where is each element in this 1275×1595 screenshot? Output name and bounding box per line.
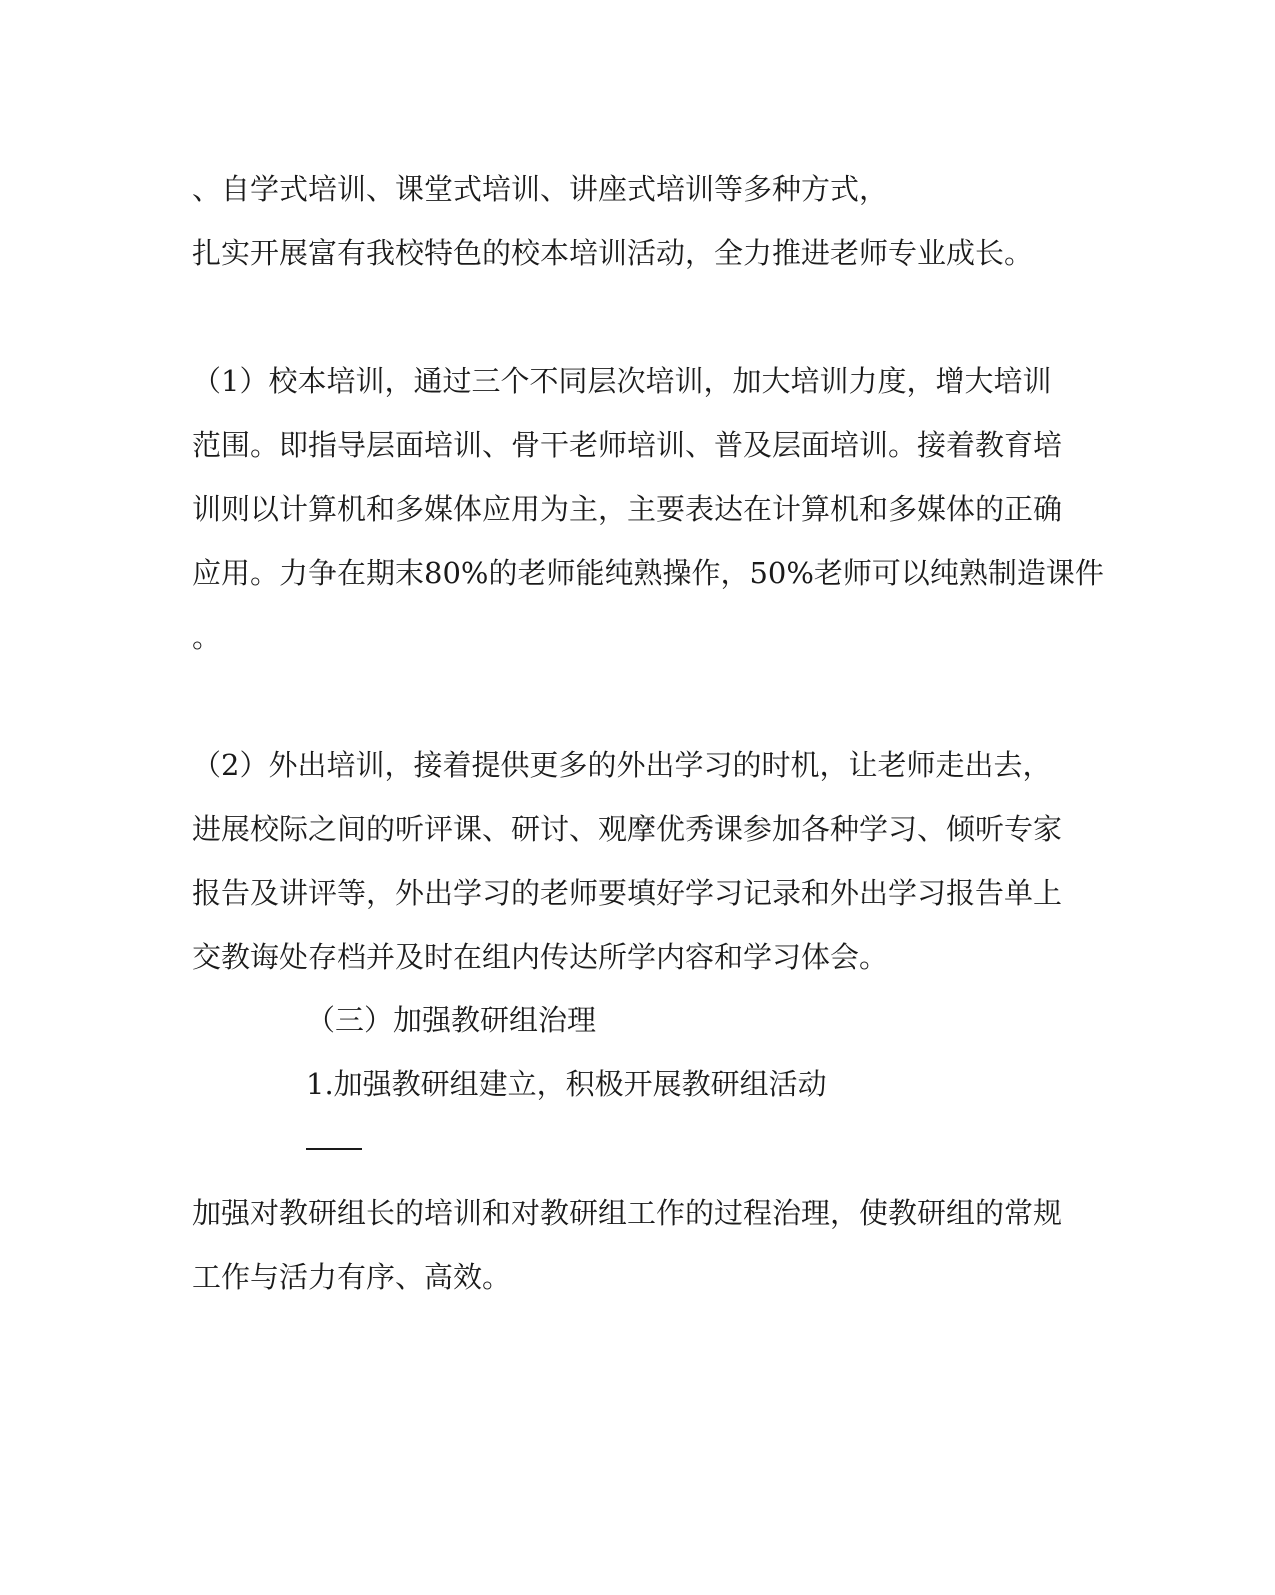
section-3-body-line-1: 加强对教研组长的培训和对教研组工作的过程治理，使教研组的常规 [192, 1196, 1063, 1230]
section-3-body-line-2: 工作与活力有序、高效。 [192, 1260, 512, 1294]
para1-line-4: 应用。力争在期末80%的老师能纯熟操作，50%老师可以纯熟制造课件 [192, 556, 1104, 590]
para1-line-2: 范围。即指导层面培训、骨干老师培训、普及层面培训。接着教育培 [192, 428, 1063, 462]
para2-line-3: 报告及讲评等，外出学习的老师要填好学习记录和外出学习报告单上 [192, 876, 1063, 910]
para1-line-5: 。 [192, 620, 222, 654]
para2-line-1: （2）外出培训，接着提供更多的外出学习的时机，让老师走出去， [192, 748, 1052, 782]
intro-line-1: 、自学式培训、课堂式培训、讲座式培训等多种方式， [192, 172, 889, 206]
para2-line-4: 交教诲处存档并及时在组内传达所学内容和学习体会。 [192, 940, 889, 974]
intro-line-2: 扎实开展富有我校特色的校本培训活动，全力推进老师专业成长。 [192, 236, 1034, 270]
para1-line-3: 训则以计算机和多媒体应用为主，主要表达在计算机和多媒体的正确 [192, 492, 1063, 526]
para2-line-2: 进展校际之间的听评课、研讨、观摩优秀课参加各种学习、倾听专家 [192, 812, 1063, 846]
para1-line-1: （1）校本培训，通过三个不同层次培训，加大培训力度，增大培训 [192, 364, 1052, 398]
section-3-subheading: 1.加强教研组建立，积极开展教研组活动 [306, 1067, 827, 1101]
section-3-heading: （三）加强教研组治理 [306, 1003, 597, 1037]
divider-rule [306, 1148, 362, 1150]
